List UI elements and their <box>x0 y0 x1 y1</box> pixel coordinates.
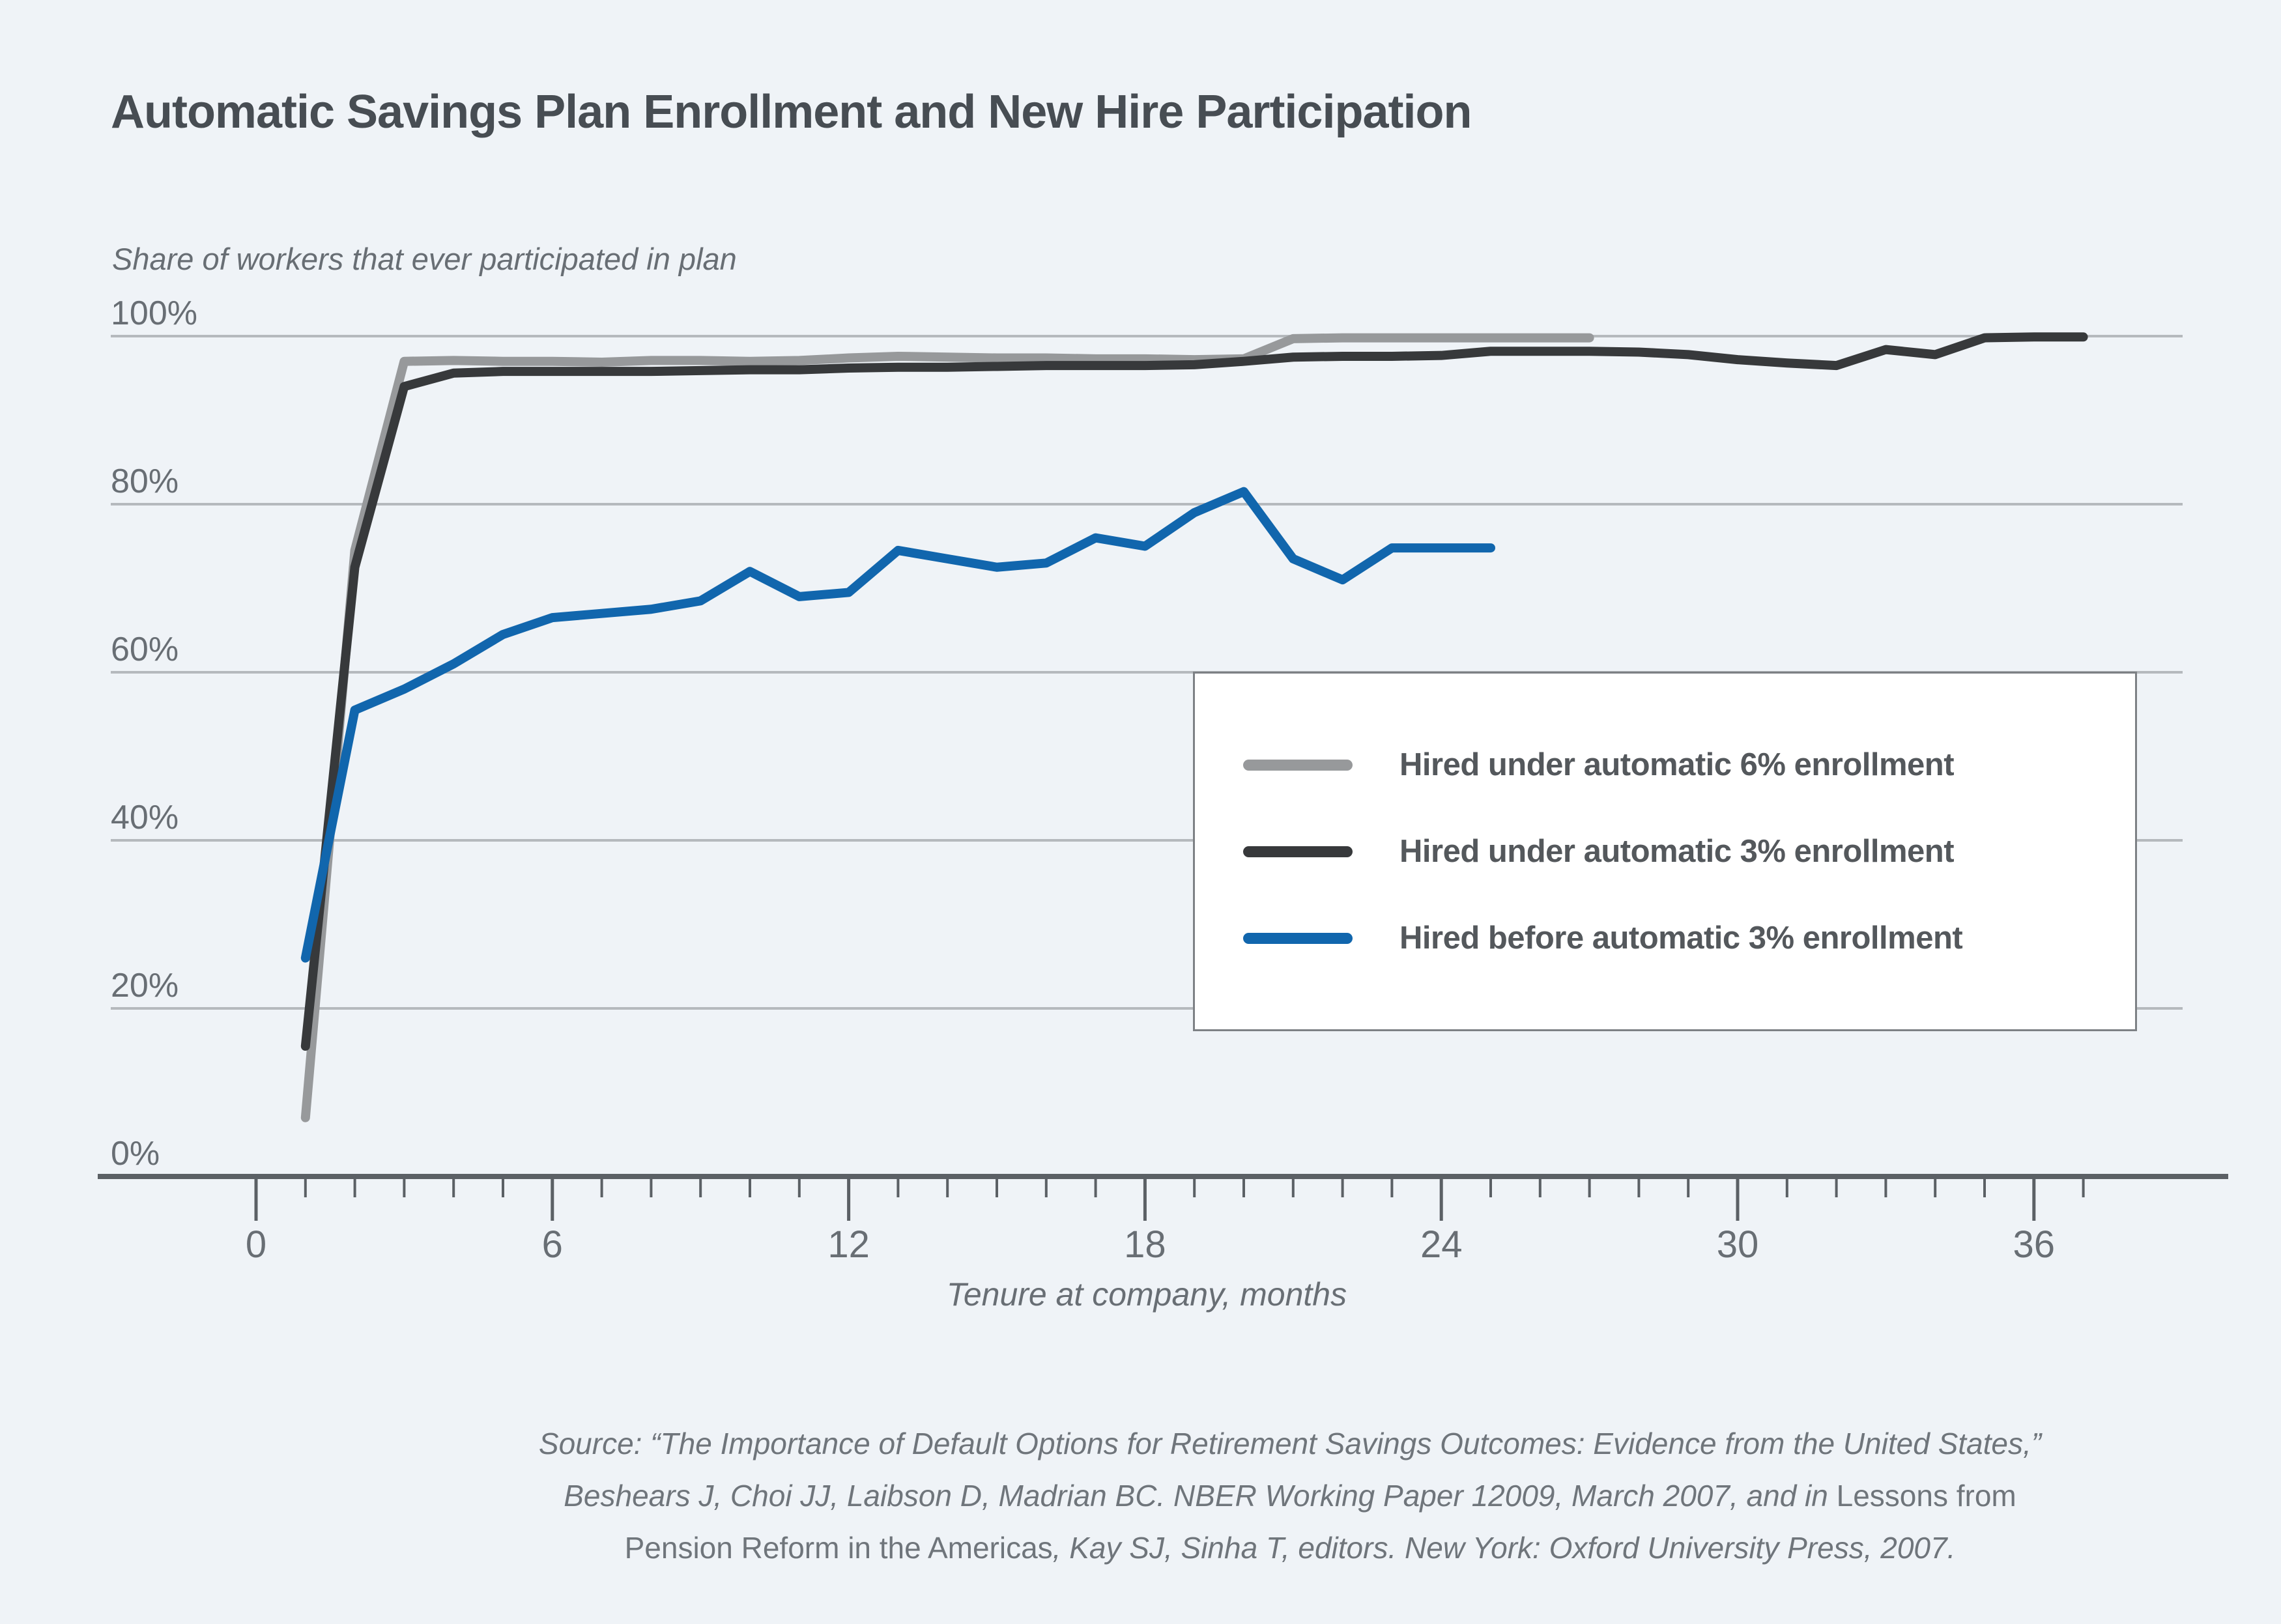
x-tick-label: 24 <box>1420 1223 1463 1266</box>
legend-label: Hired before automatic 3% enrollment <box>1399 920 1963 956</box>
y-tick-label: 80% <box>111 463 179 500</box>
x-tick-label: 12 <box>827 1223 870 1266</box>
y-tick-label: 40% <box>111 799 179 836</box>
legend <box>1193 672 2137 1031</box>
x-tick-label: 6 <box>541 1223 563 1266</box>
x-tick-label: 0 <box>245 1223 267 1266</box>
dark-line-swatch-icon <box>1243 846 1353 857</box>
y-tick-label: 60% <box>111 631 179 668</box>
y-tick-label: 0% <box>111 1135 160 1173</box>
legend-item-auto-6pct <box>1243 749 2135 781</box>
x-axis-title: Tenure at company, months <box>946 1276 1347 1313</box>
source-note <box>300 1417 2280 1574</box>
legend-item-before-auto-3pct <box>1243 922 2135 954</box>
legend-label: Hired under automatic 6% enrollment <box>1399 747 1955 782</box>
x-tick-label: 30 <box>1716 1223 1759 1266</box>
source-line: Beshears J, Choi JJ, Laibson D, Madrian BC. NBER Working Paper 12009, March 2007, and in Lessons from <box>564 1479 2016 1513</box>
x-tick-label: 36 <box>2013 1223 2056 1266</box>
chart-title: Automatic Savings Plan Enrollment and New Hire Participation <box>111 86 1472 138</box>
legend-label: Hired under automatic 3% enrollment <box>1399 833 1955 869</box>
gray-line-swatch-icon <box>1243 760 1353 771</box>
blue-line-swatch-icon <box>1243 933 1353 944</box>
source-line: Pension Reform in the Americas, Kay SJ, Sinha T, editors. New York: Oxford University Press, 2007. <box>624 1531 1956 1565</box>
y-tick-label: 100% <box>111 294 197 332</box>
x-tick-label: 18 <box>1124 1223 1166 1266</box>
source-line: Source: “The Importance of Default Options for Retirement Savings Outcomes: Evidence from the United States,” <box>538 1427 2042 1460</box>
y-axis-note: Share of workers that ever participated in plan <box>112 242 737 276</box>
y-tick-label: 20% <box>111 967 179 1004</box>
legend-item-auto-3pct <box>1243 833 2135 869</box>
